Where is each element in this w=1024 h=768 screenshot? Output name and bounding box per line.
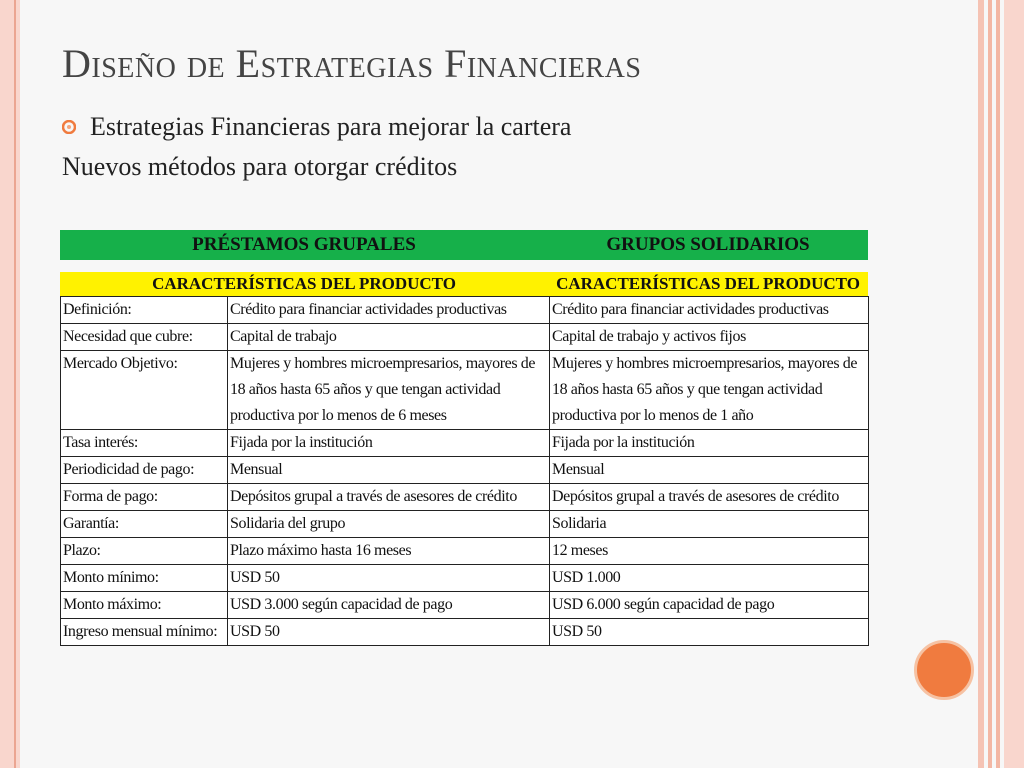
grupales-value: Mujeres y hombres microempresarios, mayores de 18 años hasta 65 años y que tengan actividad productiva por lo menos de 6 meses (228, 351, 550, 430)
bullet-item (62, 110, 571, 144)
row-label: Definición: (61, 297, 228, 324)
table-row (61, 619, 869, 646)
table-body (61, 297, 869, 646)
table-row (61, 565, 869, 592)
solidarios-value: USD 6.000 según capacidad de pago (550, 592, 869, 619)
grupales-value: Plazo máximo hasta 16 meses (228, 538, 550, 565)
product-comparison-table (60, 230, 868, 646)
grupales-value: Depósitos grupal a través de asesores de crédito (228, 484, 550, 511)
bullet-icon (62, 120, 76, 134)
table-row (61, 592, 869, 619)
solidarios-value: Crédito para financiar actividades productivas (550, 297, 869, 324)
header-gap (60, 260, 868, 272)
table-row (61, 484, 869, 511)
table-row (61, 457, 869, 484)
slide-title: Diseño de Estrategias Financieras (62, 41, 642, 86)
solidarios-value: USD 1.000 (550, 565, 869, 592)
subheader-solidarios: CARACTERÍSTICAS DEL PRODUCTO (556, 274, 860, 293)
right-decorative-stripe (996, 0, 1000, 768)
row-label: Forma de pago: (61, 484, 228, 511)
solidarios-value: Solidaria (550, 511, 869, 538)
grupales-value: Fijada por la institución (228, 430, 550, 457)
table-row (61, 324, 869, 351)
table-row (61, 538, 869, 565)
row-label: Monto máximo: (61, 592, 228, 619)
grupales-value: Crédito para financiar actividades productivas (228, 297, 550, 324)
solidarios-value: Depósitos grupal a través de asesores de crédito (550, 484, 869, 511)
solidarios-value: 12 meses (550, 538, 869, 565)
solidarios-value: Mujeres y hombres microempresarios, mayores de 18 años hasta 65 años y que tengan actividad productiva por lo menos de 1 año (550, 351, 869, 430)
top-header-row (60, 230, 868, 260)
row-label: Necesidad que cubre: (61, 324, 228, 351)
left-decorative-border (0, 0, 20, 768)
grupales-value: USD 50 (228, 565, 550, 592)
table-row (61, 351, 869, 430)
solidarios-value: Fijada por la institución (550, 430, 869, 457)
row-label: Tasa interés: (61, 430, 228, 457)
row-label: Monto mínimo: (61, 565, 228, 592)
row-label: Ingreso mensual mínimo: (61, 619, 228, 646)
header-grupos-solidarios: GRUPOS SOLIDARIOS (606, 234, 810, 255)
bullet-text: Estrategias Financieras para mejorar la cartera (90, 112, 572, 141)
table-row (61, 430, 869, 457)
row-label: Plazo: (61, 538, 228, 565)
subtitle-line: Nuevos métodos para otorgar créditos (62, 152, 458, 181)
decorative-orange-circle (914, 640, 974, 700)
header-prestamos-grupales: PRÉSTAMOS GRUPALES (192, 234, 416, 255)
row-label: Periodicidad de pago: (61, 457, 228, 484)
right-decorative-stripe (978, 0, 984, 768)
characteristics-table (60, 296, 869, 646)
grupales-value: USD 50 (228, 619, 550, 646)
right-decorative-stripe (988, 0, 992, 768)
grupales-value: Solidaria del grupo (228, 511, 550, 538)
sub-header-row (60, 272, 868, 296)
right-decorative-stripe (1004, 0, 1024, 768)
table-row (61, 297, 869, 324)
grupales-value: USD 3.000 según capacidad de pago (228, 592, 550, 619)
solidarios-value: Capital de trabajo y activos fijos (550, 324, 869, 351)
grupales-value: Mensual (228, 457, 550, 484)
row-label: Garantía: (61, 511, 228, 538)
solidarios-value: Mensual (550, 457, 869, 484)
table-row (61, 511, 869, 538)
solidarios-value: USD 50 (550, 619, 869, 646)
grupales-value: Capital de trabajo (228, 324, 550, 351)
row-label: Mercado Objetivo: (61, 351, 228, 430)
subheader-grupales: CARACTERÍSTICAS DEL PRODUCTO (152, 274, 456, 293)
